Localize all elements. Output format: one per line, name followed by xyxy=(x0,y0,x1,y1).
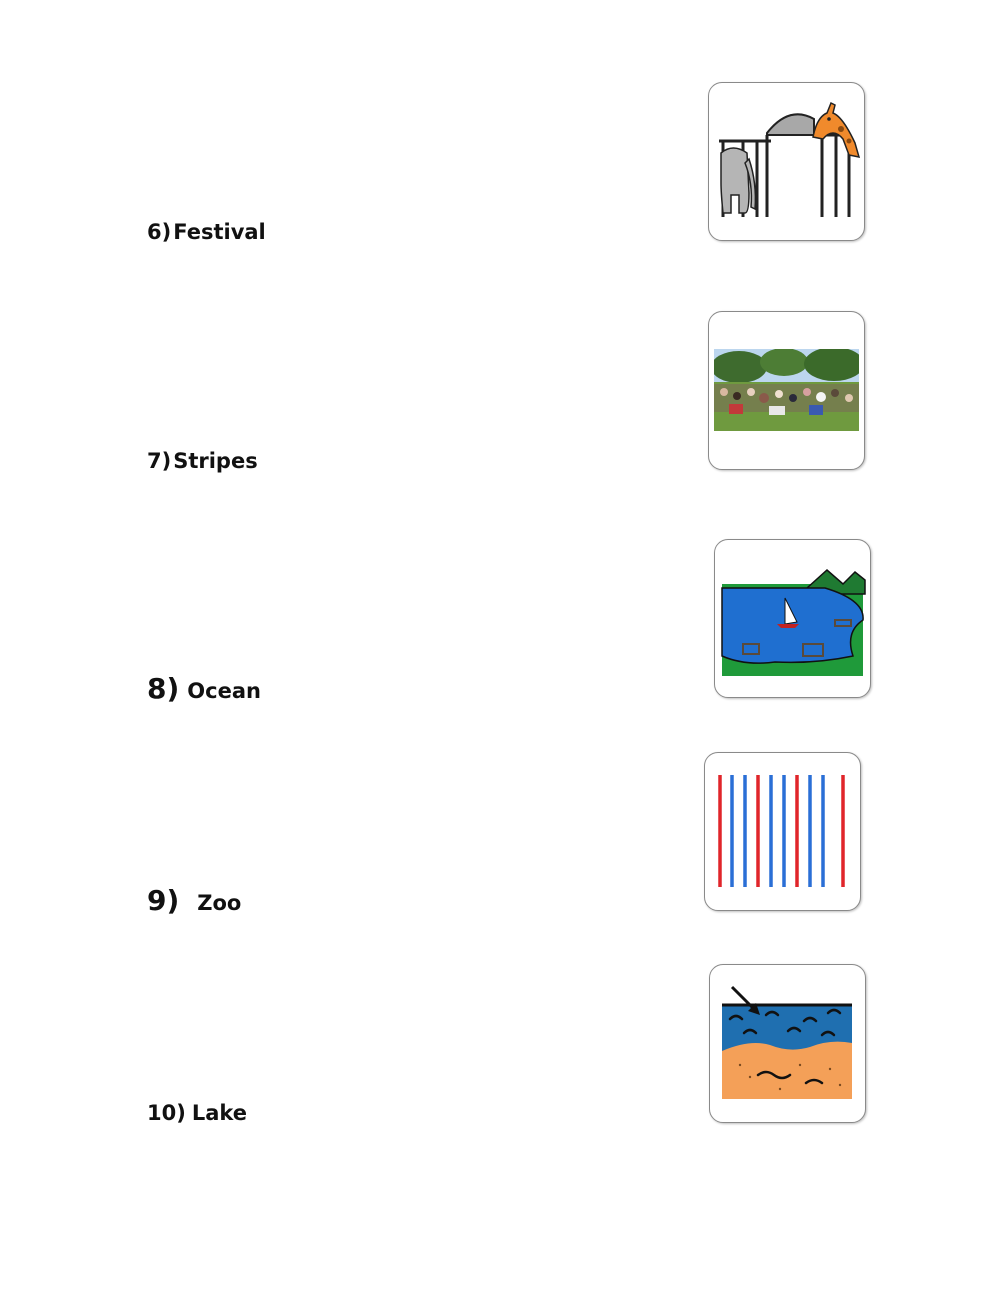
item-number: 8) xyxy=(147,672,180,705)
item-number: 9) xyxy=(147,884,180,917)
item-word: Festival xyxy=(173,220,266,244)
item-word: Lake xyxy=(191,1101,248,1125)
item-word: Stripes xyxy=(173,449,258,473)
item-label-10 xyxy=(147,1103,247,1124)
item-number: 7) xyxy=(147,449,172,473)
item-number: 10) xyxy=(147,1101,186,1125)
item-label-7 xyxy=(147,451,258,472)
lake-picture-card[interactable] xyxy=(714,539,871,698)
stripes-picture-icon xyxy=(705,753,860,910)
zoo-picture-icon xyxy=(709,83,864,240)
ocean-picture-card[interactable] xyxy=(709,964,866,1123)
item-label-9 xyxy=(147,884,242,917)
festival-crowd-picture-card[interactable] xyxy=(708,311,865,470)
festival-crowd-picture-icon xyxy=(709,312,864,469)
item-word: Ocean xyxy=(187,679,261,703)
item-label-6 xyxy=(147,222,266,243)
zoo-picture-card[interactable] xyxy=(708,82,865,241)
ocean-picture-icon xyxy=(710,965,865,1122)
item-number: 6) xyxy=(147,220,172,244)
lake-picture-icon xyxy=(715,540,870,697)
item-label-8 xyxy=(147,672,261,705)
item-word: Zoo xyxy=(197,891,242,915)
stripes-picture-card[interactable] xyxy=(704,752,861,911)
